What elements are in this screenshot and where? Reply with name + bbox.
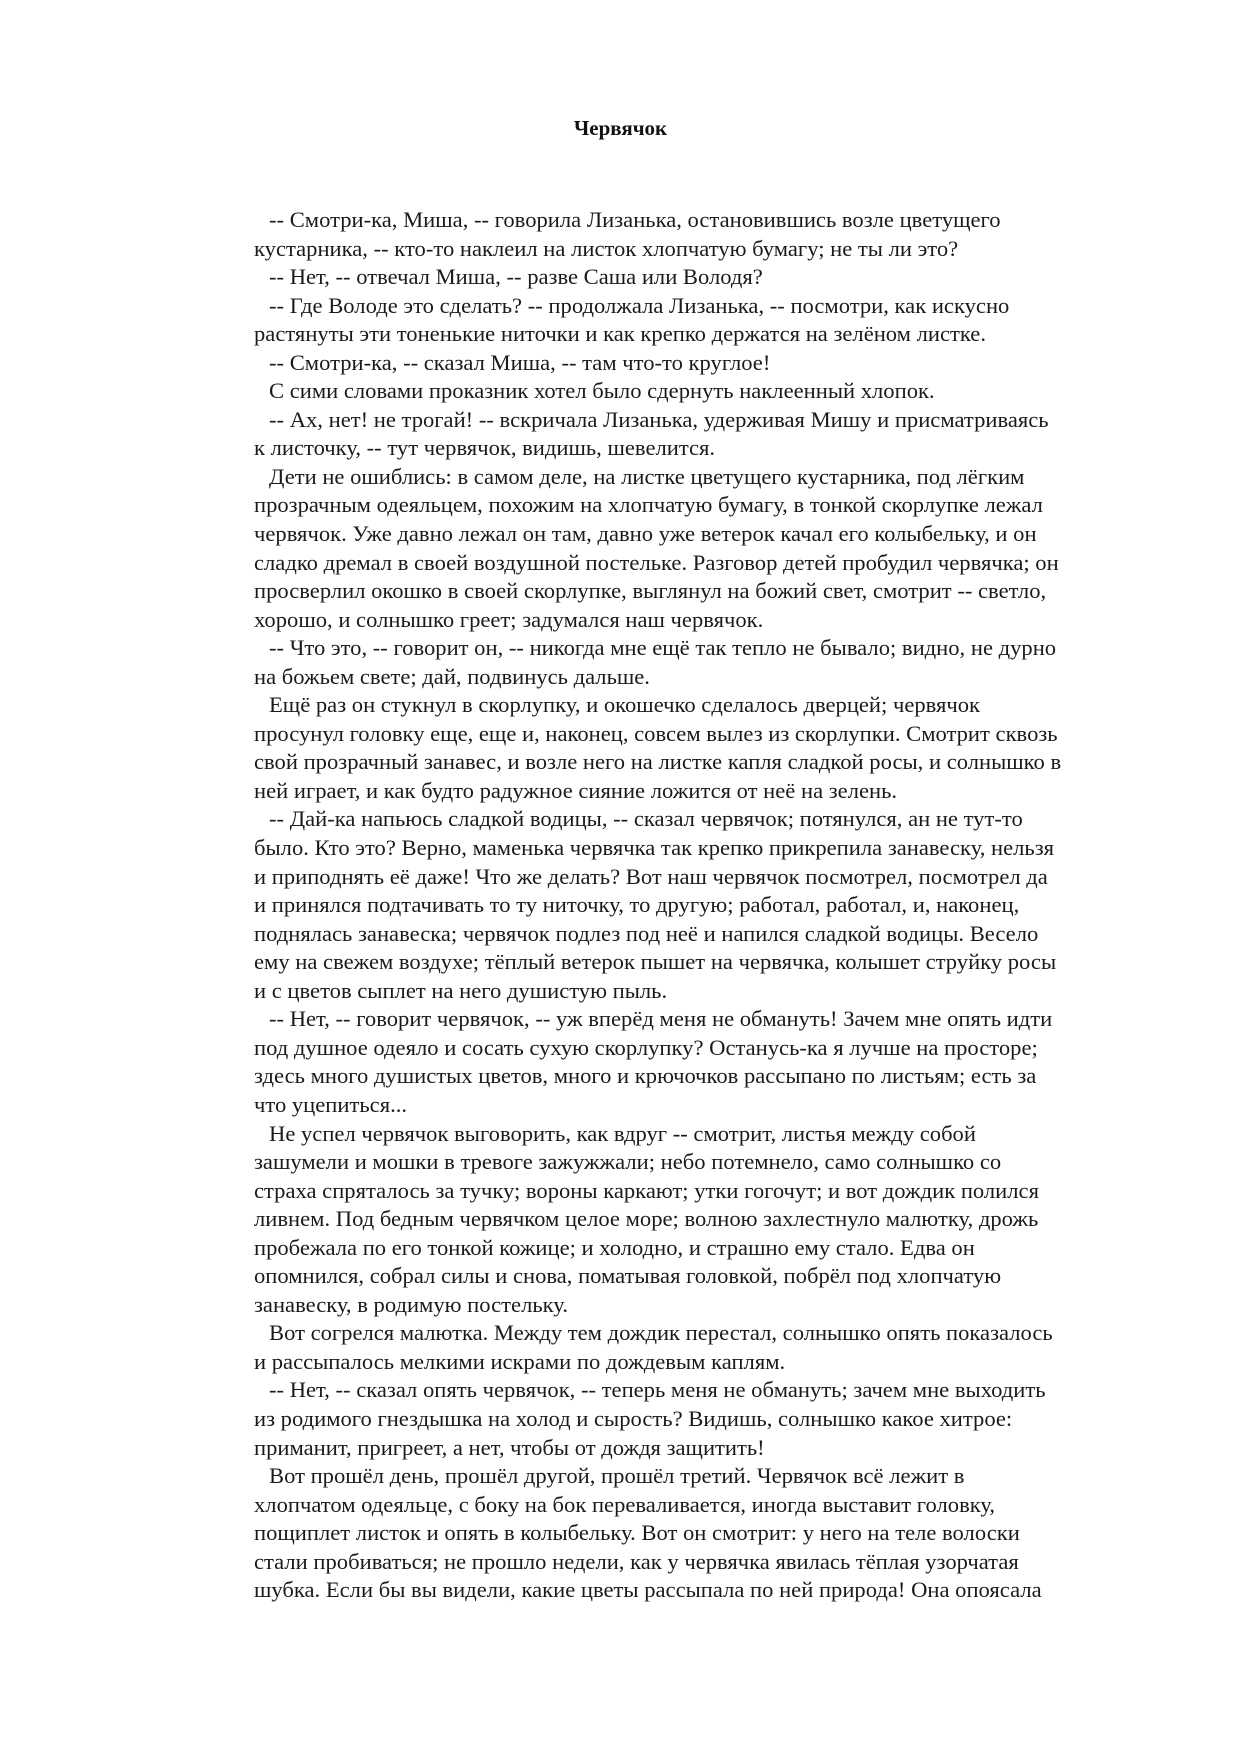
text-line: на божьем свете; дай, подвинусь дальше. bbox=[254, 663, 650, 689]
text-line: страха спряталось за тучку; вороны каркают; утки гогочут; и вот дождик полился bbox=[254, 1177, 1039, 1203]
text-line: здесь много душистых цветов, много и крючочков рассыпано по листьям; есть за bbox=[254, 1063, 1037, 1089]
text-line: пробежала по его тонкой кожице; и холодно, и страшно ему стало. Едва он bbox=[254, 1234, 975, 1260]
text-line: Вот прошёл день, прошёл другой, прошёл третий. Червячок всё лежит в bbox=[269, 1463, 965, 1489]
text-line: приманит, пригреет, а нет, чтобы от дождя защитить! bbox=[254, 1434, 765, 1460]
text-line: и принялся подтачивать то ту ниточку, то другую; работал, работал, и, наконец, bbox=[254, 892, 1020, 918]
text-line: сладко дремал в своей воздушной постельке. Разговор детей пробудил червячка; он bbox=[254, 549, 1059, 575]
text-line: Вот согрелся малютка. Между тем дождик перестал, солнышко опять показалось bbox=[269, 1320, 1053, 1346]
page-title: Червячок bbox=[573, 116, 668, 140]
text-line: ему на свежем воздухе; тёплый ветерок пышет на червячка, колышет струйку росы bbox=[254, 949, 1057, 975]
text-line: хорошо, и солнышко греет; задумался наш червячок. bbox=[254, 606, 764, 632]
text-line: -- Нет, -- отвечал Миша, -- разве Саша или Володя? bbox=[269, 264, 763, 290]
text-line: что уцепиться... bbox=[254, 1091, 408, 1117]
text-line: -- Нет, -- сказал опять червячок, -- теперь меня не обмануть; зачем мне выходить bbox=[269, 1377, 1046, 1403]
text-line: и с цветов сыплет на него душистую пыль. bbox=[254, 977, 668, 1003]
text-line: и рассыпалось мелкими искрами по дождевым каплям. bbox=[254, 1348, 786, 1374]
text-line: к листочку, -- тут червячок, видишь, шевелится. bbox=[254, 435, 716, 461]
text-line: шубка. Если бы вы видели, какие цветы рассыпала по ней природа! Она опоясала bbox=[254, 1577, 1042, 1603]
text-line: стали пробиваться; не прошло недели, как у червячка явилась тёплая узорчатая bbox=[254, 1548, 1019, 1574]
text-line: зашумели и мошки в тревоге зажужжали; небо потемнело, само солнышко со bbox=[254, 1149, 1002, 1175]
text-line: кустарника, -- кто-то наклеил на листок хлопчатую бумагу; не ты ли это? bbox=[254, 235, 959, 261]
text-line: занавеску, в родимую постельку. bbox=[254, 1291, 568, 1317]
text-line: пощиплет листок и опять в колыбельку. Вот он смотрит: у него на теле волоски bbox=[254, 1520, 1020, 1546]
text-line: было. Кто это? Верно, маменька червячка так крепко прикрепила занавеску, нельзя bbox=[254, 835, 1055, 861]
text-line: -- Ах, нет! не трогай! -- вскричала Лизанька, удерживая Мишу и присматриваясь bbox=[269, 406, 1049, 432]
text-line: Не успел червячок выговорить, как вдруг -- смотрит, листья между собой bbox=[269, 1120, 976, 1146]
text-line: -- Смотри-ка, -- сказал Миша, -- там что-то круглое! bbox=[269, 349, 771, 375]
text-line: опомнился, собрал силы и снова, поматывая головкой, побрёл под хлопчатую bbox=[254, 1263, 1002, 1289]
text-line: поднялась занавеска; червячок подлез под неё и напился сладкой водицы. Весело bbox=[254, 920, 1039, 946]
text-line: ливнем. Под бедным червячком целое море; волною захлестнуло малютку, дрожь bbox=[254, 1206, 1039, 1232]
text-line: прозрачным одеяльцем, похожим на хлопчатую бумагу, в тонкой скорлупке лежал bbox=[254, 492, 1043, 518]
text-line: -- Где Володе это сделать? -- продолжала Лизанька, -- посмотри, как искусно bbox=[269, 292, 1010, 318]
text-line: червячок. Уже давно лежал он там, давно уже ветерок качал его колыбельку, и он bbox=[254, 521, 1037, 547]
text-line: из родимого гнездышка на холод и сырость? Видишь, солнышко какое хитрое: bbox=[254, 1405, 1013, 1431]
text-line: и приподнять её даже! Что же делать? Вот наш червячок посмотрел, посмотрел да bbox=[254, 863, 1048, 889]
text-line: Дети не ошиблись: в самом деле, на листке цветущего кустарника, под лёгким bbox=[269, 463, 1025, 489]
text-line: -- Дай-ка напьюсь сладкой водицы, -- сказал червячок; потянулся, ан не тут-то bbox=[269, 806, 1023, 832]
story-text bbox=[254, 206, 1159, 1605]
text-line: просверлил окошко в своей скорлупке, выглянул на божий свет, смотрит -- светло, bbox=[254, 578, 1047, 604]
text-line: -- Смотри-ка, Миша, -- говорила Лизанька, остановившись возле цветущего bbox=[269, 207, 1001, 232]
text-line: С сими словами проказник хотел было сдернуть наклеенный хлопок. bbox=[269, 378, 935, 404]
text-line: ней играет, и как будто радужное сияние ложится от неё на зелень. bbox=[254, 777, 898, 803]
text-line: хлопчатом одеяльце, с боку на бок переваливается, иногда выставит головку, bbox=[254, 1491, 996, 1517]
text-line: свой прозрачный занавес, и возле него на листке капля сладкой росы, и солнышко в bbox=[254, 749, 1062, 775]
text-line: просунул головку еще, еще и, наконец, совсем вылез из скорлупки. Смотрит сквозь bbox=[254, 720, 1058, 746]
text-line: -- Что это, -- говорит он, -- никогда мне ещё так тепло не бывало; видно, не дурно bbox=[269, 635, 1057, 661]
text-line: Ещё раз он стукнул в скорлупку, и окошечко сделалось дверцей; червячок bbox=[269, 692, 981, 718]
text-line: растянуты эти тоненькие ниточки и как крепко держатся на зелёном листке. bbox=[254, 321, 986, 347]
text-line: под душное одеяло и сосать сухую скорлупку? Останусь-ка я лучше на просторе; bbox=[254, 1034, 1038, 1060]
text-line: -- Нет, -- говорит червячок, -- уж вперёд меня не обмануть! Зачем мне опять идти bbox=[269, 1006, 1053, 1032]
